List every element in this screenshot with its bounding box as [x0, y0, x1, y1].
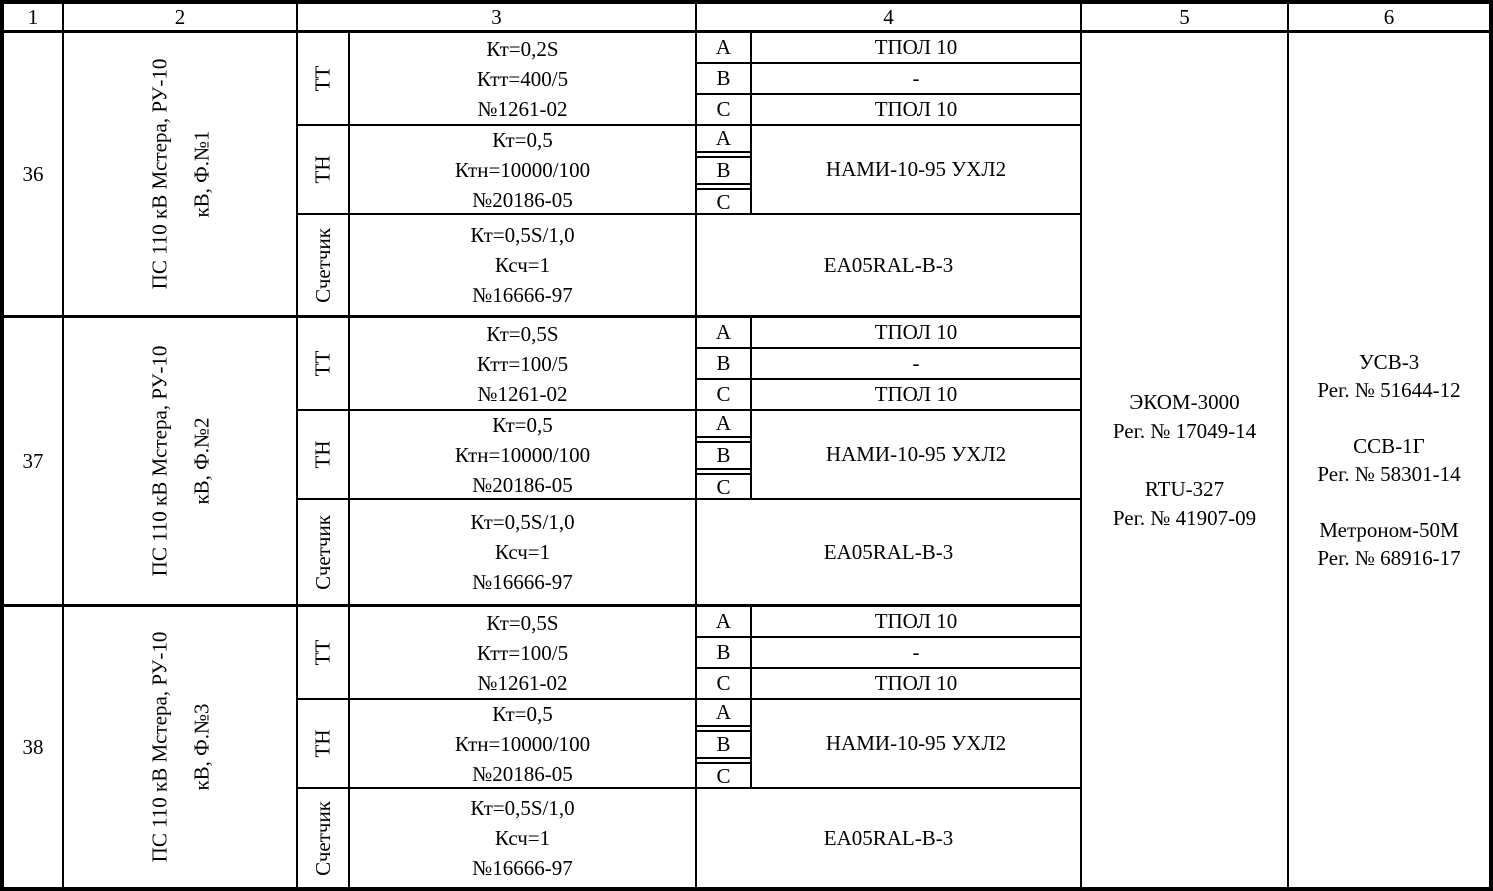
phase-letter: A [697, 126, 750, 153]
phase-equipment: ТПОЛ 10 [874, 609, 958, 633]
section-counter [298, 789, 1080, 887]
tt-params [350, 318, 697, 409]
equipment-label: Счетчик [310, 800, 335, 876]
phase-letter: C [697, 473, 750, 500]
param-line: Ксч=1 [494, 826, 551, 850]
askue-line: ЭКОМ-3000 [1129, 389, 1240, 414]
tn-phase-column [697, 700, 752, 787]
tt-phase-rows [697, 33, 1080, 124]
phase-letter: B [697, 156, 750, 185]
equipment-label: ТТ [310, 350, 335, 377]
time-sync-line [1289, 404, 1489, 432]
tn-equipment: НАМИ-10-95 УХЛ2 [825, 442, 1007, 466]
time-sync-line: ССВ-1Г [1353, 434, 1425, 458]
feeder-name [138, 632, 222, 863]
phase-letter: A [697, 700, 750, 727]
header-cell-2: 2 [64, 4, 298, 30]
phase-equipment: - [912, 351, 920, 375]
param-line: №1261-02 [477, 96, 568, 121]
header-cell-1: 1 [4, 4, 64, 30]
phase-letter: B [697, 638, 752, 667]
equipment-block [298, 33, 1080, 315]
tn-params [350, 126, 697, 213]
param-line: Кт=0,5S/1,0 [470, 510, 575, 534]
tt-params [350, 33, 697, 124]
phase-equipment: ТПОЛ 10 [874, 320, 958, 344]
param-line: Кт=0,5S/1,0 [470, 223, 575, 247]
equipment-label-cell [298, 215, 350, 315]
counter-params [350, 789, 697, 887]
tt-phase-rows [697, 318, 1080, 409]
param-line: Кт=0,5S [486, 610, 559, 635]
askue-line: Рег. № 41907-09 [1112, 505, 1257, 530]
phase-equipment: ТПОЛ 10 [874, 382, 958, 406]
param-line: №1261-02 [477, 381, 568, 406]
section-counter [298, 215, 1080, 315]
askue-line [1082, 446, 1287, 475]
equipment-block [298, 318, 1080, 604]
equipment-label: Счетчик [310, 514, 335, 590]
section-tn [298, 411, 1080, 500]
row-number: 38 [4, 607, 64, 887]
param-line: Ктт=100/5 [476, 351, 569, 376]
section-tt [298, 33, 1080, 126]
param-line: Кт=0,5 [492, 127, 553, 152]
counter-params [350, 215, 697, 315]
param-line: №20186-05 [472, 472, 573, 497]
table-row [4, 318, 1080, 607]
tn-params [350, 700, 697, 787]
time-sync-line: УСВ-3 [1358, 350, 1420, 374]
param-line: №16666-97 [472, 856, 573, 880]
phase-equipment: ТПОЛ 10 [874, 35, 958, 59]
param-line: Ксч=1 [494, 540, 551, 564]
param-line: №20186-05 [472, 187, 573, 212]
phase-letter: C [697, 188, 750, 215]
equipment-label-cell [298, 789, 350, 887]
feeder-line: кВ, Ф.№1 [189, 130, 213, 218]
section-tt [298, 607, 1080, 700]
time-sync-text [1289, 33, 1489, 887]
equipment-label: ТН [310, 440, 335, 469]
section-tn [298, 126, 1080, 215]
header-cell-5: 5 [1082, 4, 1289, 30]
counter-model: EA05RAL-B-3 [823, 825, 954, 850]
feeder-cell [64, 318, 298, 604]
phase-row [697, 318, 1080, 349]
param-line: №16666-97 [472, 283, 573, 307]
param-line: Ктн=10000/100 [454, 157, 591, 182]
time-sync-line: Рег. № 58301-14 [1317, 462, 1461, 486]
phase-letter: B [697, 64, 752, 93]
phase-letter: A [697, 318, 752, 347]
header-row [4, 4, 1489, 33]
phase-row [697, 33, 1080, 64]
param-line: Кт=0,5 [492, 412, 553, 437]
time-sync-line: Метроном-50М [1319, 518, 1459, 542]
equipment-label: ТН [310, 729, 335, 758]
phase-equipment: - [912, 640, 920, 664]
phase-letter: A [697, 607, 752, 636]
equipment-label: Счетчик [310, 227, 335, 303]
equipment-label-cell [298, 318, 350, 409]
phase-letter: B [697, 441, 750, 470]
tn-phase-column [697, 411, 752, 498]
phase-letter: C [697, 762, 750, 789]
param-line: Ксч=1 [494, 253, 551, 277]
param-line: Ктт=100/5 [476, 640, 569, 665]
tt-phase-rows [697, 607, 1080, 698]
askue-line: RTU-327 [1144, 476, 1225, 501]
phase-equipment: ТПОЛ 10 [874, 671, 958, 695]
phase-row [697, 669, 1080, 698]
param-line: Ктт=400/5 [476, 66, 569, 91]
feeder-line: кВ, Ф.№3 [189, 703, 213, 791]
feeder-name [138, 59, 222, 290]
param-line: №20186-05 [472, 761, 573, 786]
time-sync-cell [1289, 33, 1489, 887]
param-line: Ктн=10000/100 [454, 442, 591, 467]
tn-phase-column [697, 126, 752, 213]
param-line: Кт=0,5S/1,0 [470, 796, 575, 820]
param-line: Кт=0,5S [486, 321, 559, 346]
phase-letter: B [697, 349, 752, 378]
feeder-line: ПС 110 кВ Мстера, РУ-10 [147, 345, 171, 577]
param-line: №16666-97 [472, 570, 573, 594]
feeder-line: ПС 110 кВ Мстера, РУ-10 [147, 58, 171, 290]
param-line: №1261-02 [477, 670, 568, 695]
phase-row [697, 64, 1080, 95]
equipment-label-cell [298, 33, 350, 124]
param-line: Кт=0,2S [486, 36, 559, 61]
equipment-label-cell [298, 700, 350, 787]
phase-equipment: ТПОЛ 10 [874, 97, 958, 121]
param-line: Ктн=10000/100 [454, 731, 591, 756]
equipment-label: ТТ [310, 639, 335, 666]
phase-row [697, 638, 1080, 669]
section-tn [298, 700, 1080, 789]
header-cell-4: 4 [697, 4, 1082, 30]
time-sync-line: Рег. № 51644-12 [1317, 378, 1461, 402]
phase-row [697, 349, 1080, 380]
table-row [4, 33, 1080, 318]
feeder-cell [64, 33, 298, 315]
phase-letter: C [697, 669, 752, 698]
phase-letter: A [697, 411, 750, 438]
section-tt [298, 318, 1080, 411]
feeder-name [138, 346, 222, 577]
phase-letter: A [697, 33, 752, 62]
counter-model: EA05RAL-B-3 [823, 539, 954, 564]
header-cell-6: 6 [1383, 4, 1395, 29]
phase-letter: B [697, 730, 750, 759]
tn-equipment: НАМИ-10-95 УХЛ2 [825, 157, 1007, 181]
phase-row [697, 95, 1080, 124]
counter-model: EA05RAL-B-3 [823, 252, 954, 277]
section-counter [298, 500, 1080, 604]
equipment-label: ТН [310, 155, 335, 184]
counter-params [350, 500, 697, 604]
equipment-label-cell [298, 411, 350, 498]
askue-line: Рег. № 17049-14 [1112, 418, 1257, 443]
feeder-line: кВ, Ф.№2 [189, 417, 213, 505]
phase-letter: C [697, 380, 752, 409]
equipment-label-cell [298, 500, 350, 604]
equipment-label-cell [298, 607, 350, 698]
table-row [4, 607, 1080, 887]
askue-system-cell [1082, 33, 1289, 887]
phase-row [697, 607, 1080, 638]
param-line: Кт=0,5 [492, 701, 553, 726]
table-body [4, 33, 1489, 887]
tt-params [350, 607, 697, 698]
tn-equipment: НАМИ-10-95 УХЛ2 [825, 731, 1007, 755]
askue-system-text [1082, 33, 1287, 887]
row-number: 36 [4, 33, 64, 315]
phase-row [697, 380, 1080, 409]
equipment-label-cell [298, 126, 350, 213]
feeder-line: ПС 110 кВ Мстера, РУ-10 [147, 631, 171, 863]
equipment-block [298, 607, 1080, 887]
phase-equipment: - [912, 66, 920, 90]
time-sync-line [1289, 488, 1489, 516]
row-number: 37 [4, 318, 64, 604]
equipment-label: ТТ [310, 65, 335, 92]
rows-block [4, 33, 1082, 887]
phase-letter: C [697, 95, 752, 124]
header-cell-3: 3 [298, 4, 697, 30]
tn-params [350, 411, 697, 498]
feeder-cell [64, 607, 298, 887]
time-sync-line: Рег. № 68916-17 [1317, 546, 1461, 570]
